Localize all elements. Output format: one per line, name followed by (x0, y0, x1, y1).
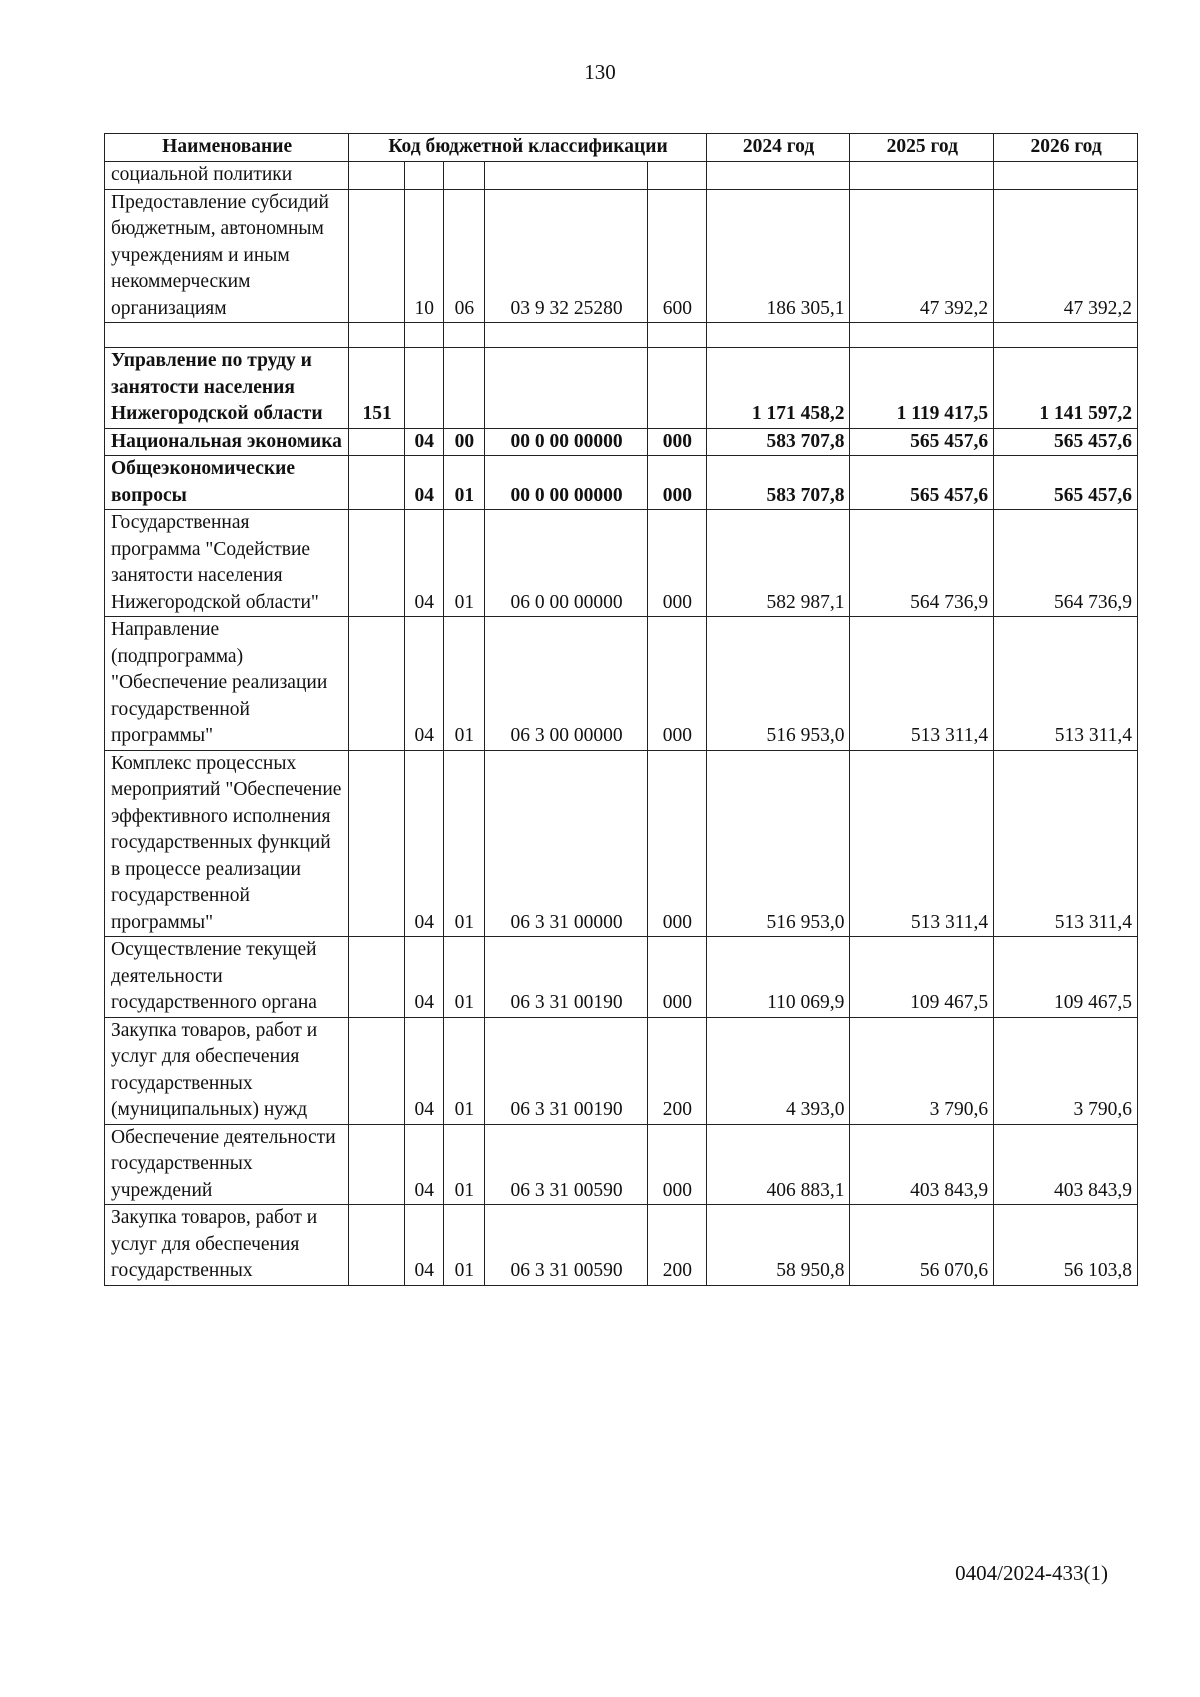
table-header-row (105, 134, 1138, 162)
cell-section: 04 (404, 510, 443, 617)
cell-target-article (484, 323, 647, 348)
table-row (105, 1205, 1138, 1286)
table-row (105, 456, 1138, 510)
cell-2025: 1 119 417,5 (850, 348, 994, 429)
cell-expense-type: 000 (648, 1124, 707, 1205)
cell-section: 04 (404, 750, 443, 937)
cell-target-article: 06 3 31 00590 (484, 1205, 647, 1286)
cell-2025: 56 070,6 (850, 1205, 994, 1286)
cell-expense-type: 000 (648, 428, 707, 456)
cell-expense-type (648, 162, 707, 190)
cell-2026: 109 467,5 (994, 937, 1138, 1018)
cell-2024: 582 987,1 (706, 510, 850, 617)
cell-subsection: 01 (443, 1017, 484, 1124)
cell-target-article: 06 3 31 00000 (484, 750, 647, 937)
table-row (105, 428, 1138, 456)
cell-2025: 565 457,6 (850, 456, 994, 510)
cell-2025: 403 843,9 (850, 1124, 994, 1205)
cell-section (404, 348, 443, 429)
cell-name: Обеспечение деятельности государственных учреждений (105, 1124, 349, 1205)
cell-2025: 47 392,2 (850, 189, 994, 323)
cell-target-article: 06 0 00 00000 (484, 510, 647, 617)
cell-name: Предоставление субсидий бюджетным, автономным учреждениям и иным некоммерческим организациям (105, 189, 349, 323)
table-row (105, 1124, 1138, 1205)
cell-target-article: 03 9 32 25280 (484, 189, 647, 323)
cell-2026: 565 457,6 (994, 428, 1138, 456)
cell-2026: 513 311,4 (994, 617, 1138, 751)
cell-admin-code: 151 (349, 348, 404, 429)
cell-admin-code (349, 1205, 404, 1286)
cell-2025: 109 467,5 (850, 937, 994, 1018)
cell-admin-code (349, 323, 404, 348)
cell-name (105, 323, 349, 348)
cell-admin-code (349, 1017, 404, 1124)
cell-2024: 1 171 458,2 (706, 348, 850, 429)
page-number: 130 (584, 60, 616, 84)
cell-name: Национальная экономика (105, 428, 349, 456)
cell-target-article: 06 3 31 00190 (484, 1017, 647, 1124)
cell-subsection (443, 348, 484, 429)
cell-admin-code (349, 456, 404, 510)
table-row (105, 937, 1138, 1018)
cell-2026 (994, 162, 1138, 190)
cell-name: Закупка товаров, работ и услуг для обеспечения государственных (муниципальных) нужд (105, 1017, 349, 1124)
cell-2024: 516 953,0 (706, 617, 850, 751)
header-2024: 2024 год (706, 134, 850, 162)
cell-subsection: 06 (443, 189, 484, 323)
cell-2026: 1 141 597,2 (994, 348, 1138, 429)
table-body (105, 162, 1138, 1286)
cell-admin-code (349, 750, 404, 937)
cell-section: 04 (404, 1017, 443, 1124)
cell-section: 04 (404, 1124, 443, 1205)
cell-section: 04 (404, 617, 443, 751)
cell-2026: 565 457,6 (994, 456, 1138, 510)
cell-subsection: 01 (443, 750, 484, 937)
cell-section: 04 (404, 456, 443, 510)
cell-expense-type (648, 323, 707, 348)
cell-2024: 186 305,1 (706, 189, 850, 323)
table-row (105, 1017, 1138, 1124)
cell-2026: 3 790,6 (994, 1017, 1138, 1124)
cell-target-article: 06 3 31 00190 (484, 937, 647, 1018)
cell-expense-type: 200 (648, 1017, 707, 1124)
cell-section: 04 (404, 937, 443, 1018)
cell-section (404, 323, 443, 348)
cell-target-article: 00 0 00 00000 (484, 428, 647, 456)
cell-subsection (443, 323, 484, 348)
cell-expense-type: 000 (648, 510, 707, 617)
cell-expense-type: 200 (648, 1205, 707, 1286)
header-name: Наименование (105, 134, 349, 162)
budget-table (104, 133, 1138, 1286)
cell-target-article: 06 3 31 00590 (484, 1124, 647, 1205)
cell-name: социальной политики (105, 162, 349, 190)
cell-name: Государственная программа "Содействие занятости населения Нижегородской области" (105, 510, 349, 617)
cell-subsection: 00 (443, 428, 484, 456)
cell-subsection (443, 162, 484, 190)
cell-2026: 513 311,4 (994, 750, 1138, 937)
cell-2025: 565 457,6 (850, 428, 994, 456)
cell-2026: 564 736,9 (994, 510, 1138, 617)
cell-expense-type: 000 (648, 617, 707, 751)
cell-2025 (850, 323, 994, 348)
cell-name: Управление по труду и занятости населения Нижегородской области (105, 348, 349, 429)
cell-target-article: 06 3 00 00000 (484, 617, 647, 751)
cell-admin-code (349, 189, 404, 323)
cell-name: Комплекс процессных мероприятий "Обеспечение эффективного исполнения государственных функций в процессе реализации государственной программы" (105, 750, 349, 937)
table-row (105, 323, 1138, 348)
cell-2024: 4 393,0 (706, 1017, 850, 1124)
cell-2026: 56 103,8 (994, 1205, 1138, 1286)
cell-section: 10 (404, 189, 443, 323)
cell-target-article: 00 0 00 00000 (484, 456, 647, 510)
cell-name: Осуществление текущей деятельности государственного органа (105, 937, 349, 1018)
cell-section: 04 (404, 1205, 443, 1286)
cell-expense-type (648, 348, 707, 429)
cell-2024 (706, 162, 850, 190)
cell-target-article (484, 348, 647, 429)
cell-admin-code (349, 428, 404, 456)
cell-name: Закупка товаров, работ и услуг для обеспечения государственных (105, 1205, 349, 1286)
table-row (105, 189, 1138, 323)
cell-expense-type: 600 (648, 189, 707, 323)
cell-admin-code (349, 937, 404, 1018)
header-code: Код бюджетной классификации (349, 134, 706, 162)
cell-2026: 403 843,9 (994, 1124, 1138, 1205)
cell-name: Общеэкономические вопросы (105, 456, 349, 510)
cell-2024: 110 069,9 (706, 937, 850, 1018)
cell-2024: 583 707,8 (706, 428, 850, 456)
cell-2024: 583 707,8 (706, 456, 850, 510)
cell-2024: 406 883,1 (706, 1124, 850, 1205)
cell-2026: 47 392,2 (994, 189, 1138, 323)
cell-admin-code (349, 162, 404, 190)
table-row (105, 348, 1138, 429)
cell-subsection: 01 (443, 456, 484, 510)
cell-name: Направление (подпрограмма) "Обеспечение реализации государственной программы" (105, 617, 349, 751)
cell-2024 (706, 323, 850, 348)
cell-expense-type: 000 (648, 456, 707, 510)
table-row (105, 510, 1138, 617)
cell-section: 04 (404, 428, 443, 456)
header-2026: 2026 год (994, 134, 1138, 162)
cell-expense-type: 000 (648, 937, 707, 1018)
header-2025: 2025 год (850, 134, 994, 162)
cell-2025: 513 311,4 (850, 617, 994, 751)
cell-2025 (850, 162, 994, 190)
cell-section (404, 162, 443, 190)
cell-2025: 3 790,6 (850, 1017, 994, 1124)
cell-admin-code (349, 617, 404, 751)
cell-2026 (994, 323, 1138, 348)
cell-subsection: 01 (443, 1124, 484, 1205)
cell-admin-code (349, 1124, 404, 1205)
cell-subsection: 01 (443, 937, 484, 1018)
document-code: 0404/2024-433(1) (955, 1561, 1108, 1585)
cell-subsection: 01 (443, 617, 484, 751)
cell-expense-type: 000 (648, 750, 707, 937)
cell-2024: 516 953,0 (706, 750, 850, 937)
cell-2025: 564 736,9 (850, 510, 994, 617)
cell-admin-code (349, 510, 404, 617)
table-row (105, 617, 1138, 751)
table-row (105, 162, 1138, 190)
cell-subsection: 01 (443, 1205, 484, 1286)
cell-target-article (484, 162, 647, 190)
cell-2024: 58 950,8 (706, 1205, 850, 1286)
cell-subsection: 01 (443, 510, 484, 617)
table-row (105, 750, 1138, 937)
cell-2025: 513 311,4 (850, 750, 994, 937)
